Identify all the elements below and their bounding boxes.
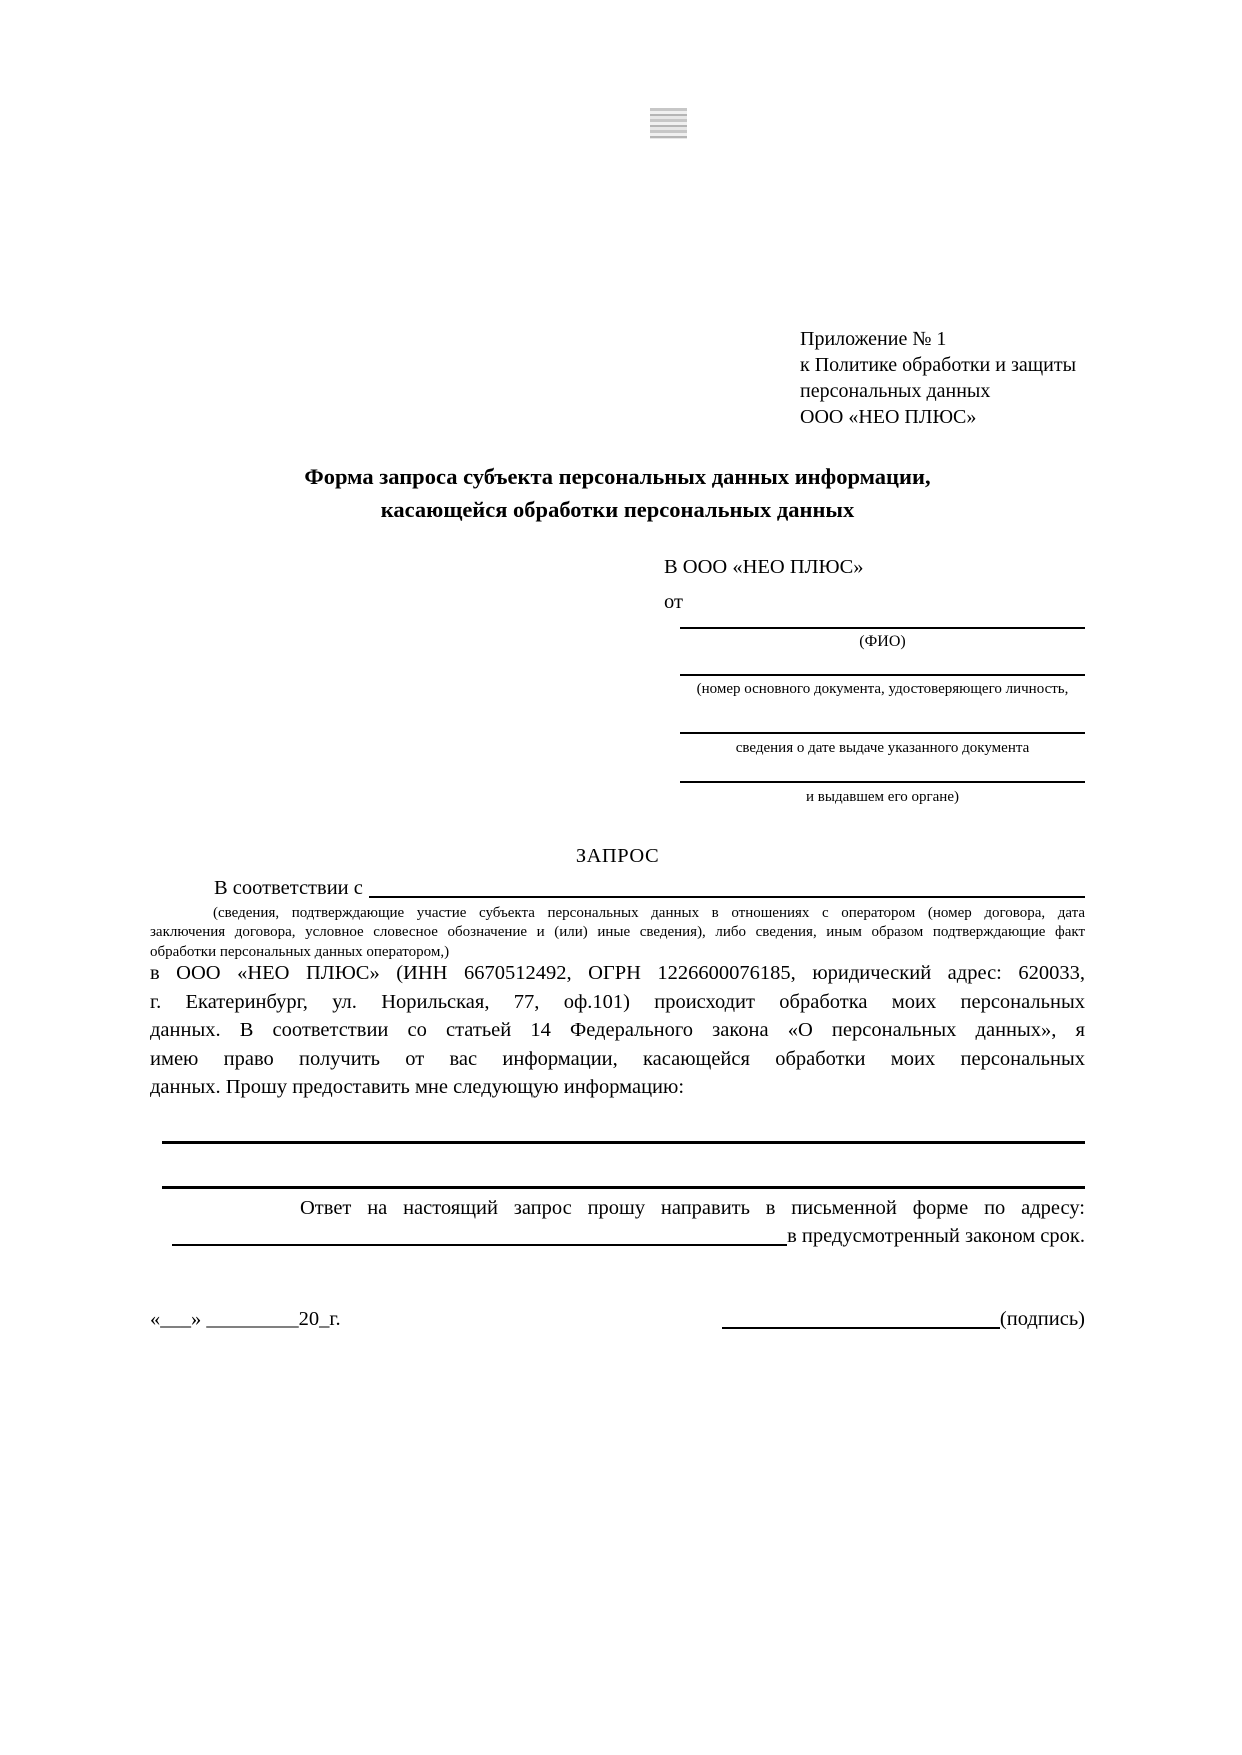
footnote-line: (сведения, подтверждающие участие субъекта персональных данных в отношениях с оператором (номер договора, дата: [213, 905, 1085, 921]
footnote-block: [150, 904, 1085, 962]
doc-issuer-fill-line: [680, 781, 1085, 783]
doc-date-caption: сведения о дате выдаче указанного документа: [735, 740, 1030, 756]
date-signature-row: [150, 1305, 1085, 1333]
accordance-row: [150, 874, 1085, 902]
signature-caption: (подпись): [999, 1308, 1085, 1330]
fio-fill-line: [680, 627, 1085, 629]
info-fill-line-1: [162, 1141, 1085, 1144]
body-line: г. Екатеринбург, ул. Норильская, 77, оф.101) происходит обработка моих персональных: [150, 990, 1085, 1013]
doc-number-caption: (номер основного документа, удостоверяющего личность,: [696, 681, 1069, 697]
appendix-line: к Политике обработки и защиты: [800, 354, 1077, 376]
from-label: от: [664, 591, 683, 613]
addressee-line: В ООО «НЕО ПЛЮС»: [664, 556, 864, 578]
body-line: имею право получить от вас информации, касающейся обработки моих персональных: [150, 1047, 1085, 1070]
accordance-label: В соответствии с: [214, 877, 363, 899]
footnote-line: обработки персональных данных оператором,): [150, 943, 450, 960]
reply-tail-text: в предусмотренный законом срок.: [787, 1225, 1085, 1247]
fio-caption: (ФИО): [859, 633, 906, 650]
body-line: в ООО «НЕО ПЛЮС» (ИНН 6670512492, ОГРН 1226600076185, юридический адрес: 620033,: [150, 962, 1085, 984]
signature-group: [722, 1305, 1085, 1333]
title-line: Форма запроса субъекта персональных данных информации,: [304, 464, 931, 489]
appendix-line: ООО «НЕО ПЛЮС»: [800, 406, 977, 428]
reply-instruction: Ответ на настоящий запрос прошу направить в письменной форме по адресу:: [300, 1197, 1085, 1219]
date-blank: «___» _________20_г.: [150, 1308, 341, 1330]
document-logo-placeholder-icon: [650, 108, 687, 139]
appendix-line: Приложение № 1: [800, 328, 947, 350]
doc-issuer-caption: и выдавшем его органе): [806, 789, 959, 805]
doc-number-fill-line: [680, 674, 1085, 676]
footnote-line: заключения договора, условное словесное обозначение и (или) иные сведения), либо сведения, иным образом подтверждающие факт: [150, 924, 1085, 941]
info-fill-line-2: [162, 1186, 1085, 1189]
title-line: касающейся обработки персональных данных: [380, 497, 855, 522]
request-heading: ЗАПРОС: [575, 845, 660, 867]
body-line: данных. Прошу предоставить мне следующую информацию:: [150, 1076, 685, 1099]
accordance-fill-line: [369, 874, 1085, 898]
appendix-line: персональных данных: [800, 380, 991, 402]
signature-fill-line: [722, 1305, 1000, 1329]
document-title: [150, 460, 1085, 526]
doc-date-fill-line: [680, 732, 1085, 734]
body-line: данных. В соответствии со статьей 14 Федерального закона «О персональных данных», я: [150, 1019, 1085, 1042]
body-paragraph: [150, 959, 1085, 1102]
address-fill-row: [150, 1222, 1085, 1250]
address-fill-line: [172, 1222, 787, 1246]
appendix-block: [800, 326, 1076, 430]
